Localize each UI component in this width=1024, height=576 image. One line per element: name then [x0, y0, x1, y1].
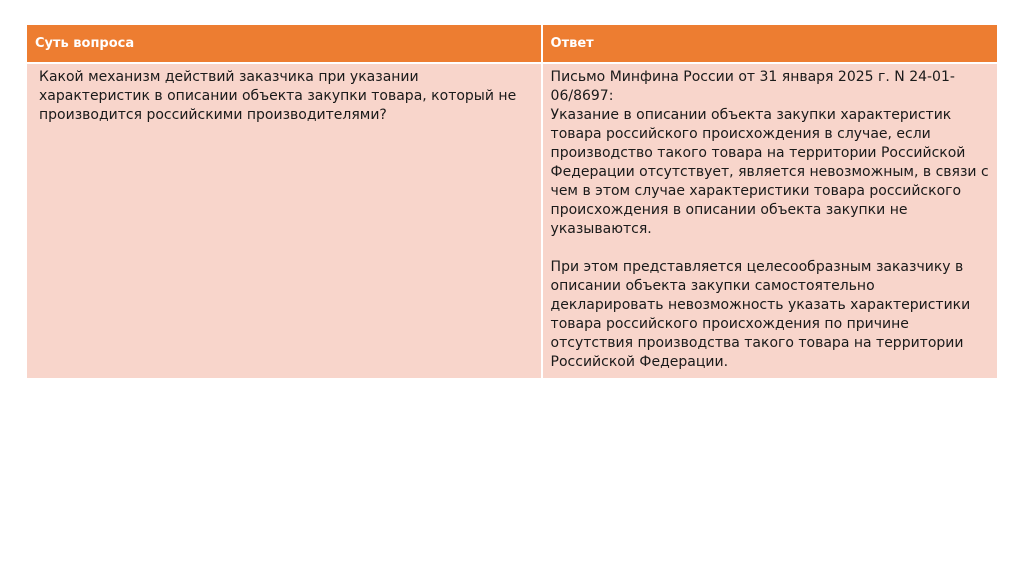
table-row — [27, 63, 997, 378]
answer-paragraph-2: При этом представляется целесообразным заказчику в описании объекта закупки самостоятельно декларировать невозможность указать характеристики товара российского происхождения по причине отсутствия производства такого товара на территории Российской Федерации. — [550, 259, 971, 370]
answer-paragraph-1: Указание в описании объекта закупки характеристик товара российского происхождения в случае, если производство такого товара на территории Российской Федерации отсутствует, является невозможным, в связи с чем в этом случае характеристики товара российского происхождения в описании объекта закупки не указываются. — [550, 107, 989, 237]
qa-table — [27, 25, 997, 378]
table-header-row — [27, 25, 997, 63]
answer-cell — [542, 63, 997, 378]
question-text: Какой механизм действий заказчика при указании характеристик в описании объекта закупки товара, который не производится российскими производителями? — [39, 69, 517, 123]
question-cell — [27, 63, 542, 378]
paragraph-gap — [551, 239, 989, 258]
header-answer: Ответ — [542, 25, 997, 63]
answer-source: Письмо Минфина России от 31 января 2025 г. N 24-01-06/8697: — [550, 69, 955, 104]
header-question: Суть вопроса — [27, 25, 542, 63]
